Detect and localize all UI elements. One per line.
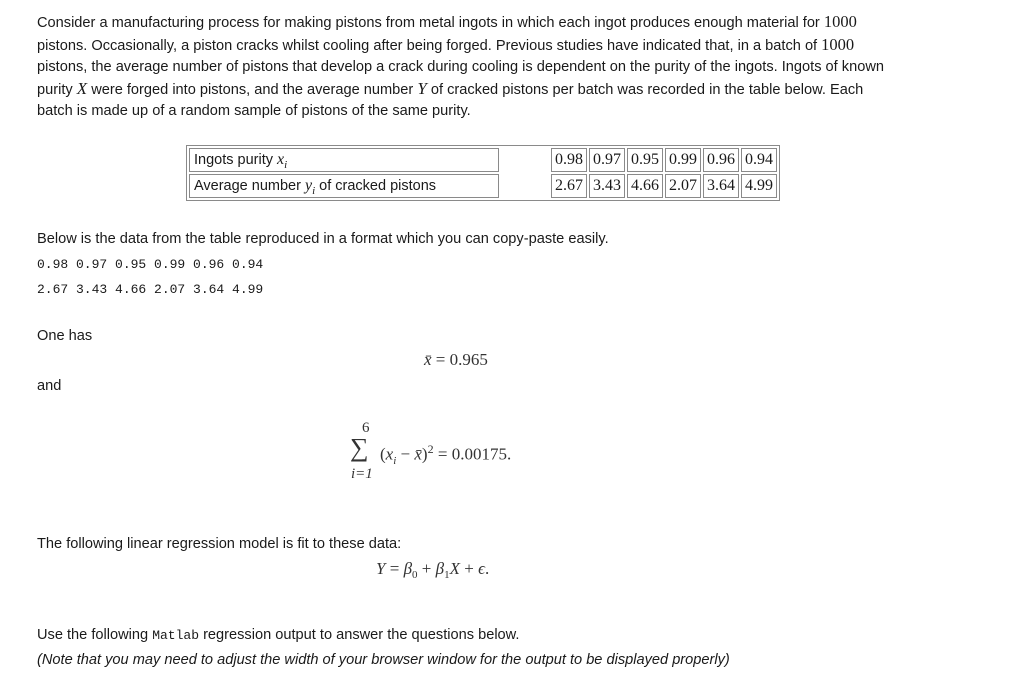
intro-text-4: were forged into pistons, and the average number (87, 82, 418, 98)
sum-lower-limit: i=1 (351, 466, 373, 482)
intro-text-1: Consider a manufacturing process for making pistons from metal ingots in which each ingot produces enough material for (37, 15, 824, 31)
matlab-code-word: Matlab (152, 628, 200, 643)
use-output-line: Use the following Matlab regression output to answer the questions below. (37, 627, 520, 643)
table-cell: 0.99 (665, 148, 701, 172)
table-cell: 0.94 (741, 148, 777, 172)
intro-text-5: of cracked pistons per batch was recorded in the table below. Each batch is made up of a random sample of pistons of the same purity. (37, 82, 864, 119)
intro-number-1000: 1000 (823, 12, 857, 31)
intro-text-2: pistons. Occasionally, a piston cracks whilst cooling after being forged. Previous studies have indicated that, in a batch of (37, 38, 822, 54)
table-cell: 3.64 (703, 174, 739, 198)
table-cell: 4.66 (627, 174, 663, 198)
intro-paragraph (37, 11, 897, 122)
table-row-cracked (189, 174, 777, 198)
copy-line-purity[interactable]: 0.98 0.97 0.95 0.99 0.96 0.94 (37, 257, 264, 272)
table-cell: 0.95 (627, 148, 663, 172)
model-equation: $Y = \beta_0 + \beta_1X + \epsilon$. (376, 559, 490, 581)
row-label-cracked: Average number $y_i$ of cracked pistons (189, 174, 499, 198)
table-cell: 0.96 (703, 148, 739, 172)
sum-upper-limit: 6 (362, 420, 370, 436)
copy-line-cracked[interactable]: 2.67 3.43 4.66 2.07 3.64 4.99 (37, 282, 264, 297)
table-cell: 0.97 (589, 148, 625, 172)
sigma-symbol: ∑ (350, 433, 369, 462)
row-label-purity: Ingots purity $x_i$ (189, 148, 499, 172)
model-intro: The following linear regression model is fit to these data: (37, 536, 402, 552)
table-cell: 2.07 (665, 174, 701, 198)
table-cell: 0.98 (551, 148, 587, 172)
copy-note: Below is the data from the table reproduced in a format which you can copy-paste easily. (37, 231, 609, 247)
var-Y: Y (417, 79, 427, 98)
var-X: X (76, 79, 88, 98)
data-table (186, 145, 780, 201)
mean-equation: x̄ = 0.965 (424, 350, 488, 369)
browser-width-note: (Note that you may need to adjust the width of your browser window for the output to be displayed properly) (37, 652, 730, 668)
sum-equation: 6 ∑ i=1 ($x_i$ − x̄)$^2$ = 0.00175. (350, 420, 512, 482)
and-label: and (37, 378, 62, 394)
intro-number-1000: 1000 (821, 35, 855, 54)
table-row-purity (189, 148, 777, 172)
table-cell: 4.99 (741, 174, 777, 198)
table-cell: 2.67 (551, 174, 587, 198)
table-cell: 3.43 (589, 174, 625, 198)
intro-text-3: pistons, the average number of pistons that develop a crack during cooling is dependent on the purity of the ingots. Ingots of known purity (37, 59, 884, 98)
one-has-label: One has (37, 328, 93, 344)
